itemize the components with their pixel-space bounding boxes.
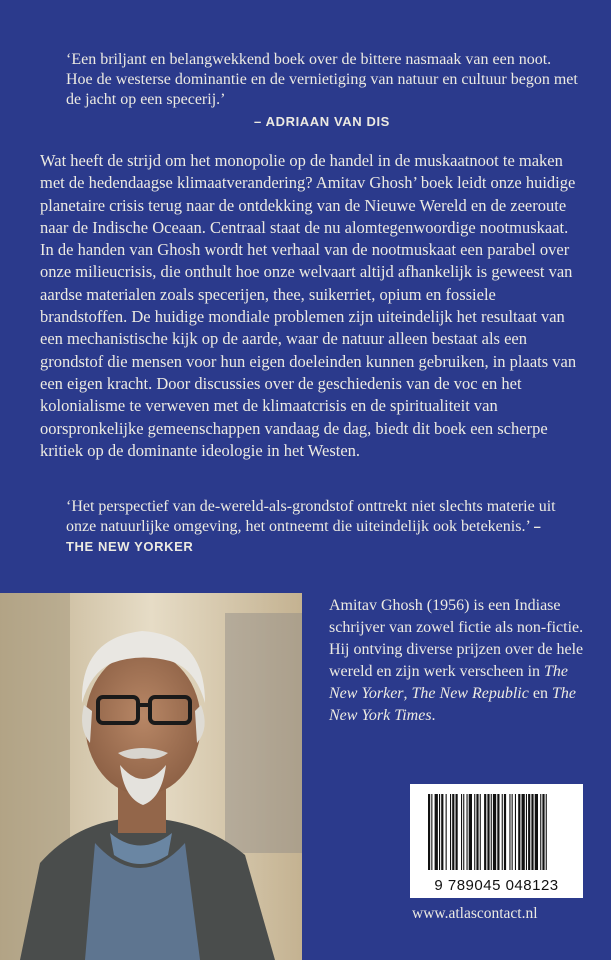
barcode-bar [518,794,520,870]
barcode-bar [522,794,525,870]
publication-new-yorker: The New Yorker [329,663,569,702]
top-quote-text: ‘Een briljant en belangwekkend boek over de bittere nasmaak van een noot. Hoe de westerse dominantie en de vernietiging van natuur en cultuur begon met de jacht op een specerij.’ [66,51,578,108]
author-portrait-illustration [0,593,302,960]
barcode-bar [441,794,443,870]
bottom-quote-text: ‘Het perspectief van de-wereld-als-grondstof onttrekt niet slechts materie uit onze natuurlijke omgeving, het ontneemt die uiteindelijk ook betekenis.’ [66,498,556,535]
barcode-bar [497,794,499,870]
barcode-bar [491,794,492,870]
barcode-bar [528,794,530,870]
bio-separator-1: , [403,685,412,702]
barcode-bar [515,794,516,870]
publisher-website: www.atlascontact.nl [412,905,538,922]
barcode-bar [456,794,458,870]
barcode-bar [484,794,486,870]
bio-end: . [431,707,436,724]
barcode-bar [428,794,430,870]
barcode-bar [535,794,538,870]
barcode-bar [531,794,533,870]
top-quote [66,50,578,132]
barcode-bar [431,794,432,870]
barcode-bar [467,794,468,870]
barcode-bar [469,794,472,870]
isbn-number: 9 789045 048123 [434,877,559,894]
bio-separator-2: en [528,685,552,702]
barcode-bars [410,784,583,874]
publication-new-york-times: The New York Times [329,685,576,724]
barcode-bar [542,794,544,870]
top-quote-attribution: – ADRIAAN VAN DIS [254,114,390,129]
barcode-bar [476,794,478,870]
barcode-bar [463,794,464,870]
barcode-bar [439,794,440,870]
barcode-bar [487,794,489,870]
barcode-bar [509,794,510,870]
publication-new-republic: The New Republic [411,685,529,702]
bottom-quote [66,497,566,557]
author-bio-text: Amitav Ghosh (1956) is een Indiase schrijver van zowel fictie als non-fictie. Hij ontving diverse prijzen over de hele wereld en zijn werk verscheen in [329,597,584,680]
barcode-bar [502,794,503,870]
barcode [410,784,583,898]
barcode-bar [540,794,541,870]
barcode-bar [461,794,462,870]
barcode-bar [452,794,454,870]
bottom-quote-attribution: – THE NEW YORKER [66,519,542,554]
author-bio [329,595,591,727]
barcode-bar [493,794,496,870]
barcode-bar [435,794,438,870]
barcode-bar [546,794,547,870]
barcode-bar [512,794,513,870]
barcode-bar [526,794,527,870]
barcode-bar [504,794,506,870]
barcode-bar [446,794,447,870]
author-photo [0,593,302,960]
barcode-bar [480,794,481,870]
barcode-bar [474,794,475,870]
barcode-bar [450,794,451,870]
book-blurb: Wat heeft de strijd om het monopolie op de handel in de muskaatnoot te maken met de hedendaagse klimaatverandering? Amitav Ghosh’ boek leidt onze huidige planetaire crisis terug naar de ontdekking van de Nieuwe Wereld en de zeeroute naar de Indische Oceaan. Centraal staat de nu alomtegenwoordige nootmuskaat. In de handen van Ghosh wordt het verhaal van de nootmuskaat een parabel over onze milieucrisis, die onthult hoe onze welvaart altijd afhankelijk is geweest van aardse materialen zoals specerijen, thee, suikerriet, opium en fossiele brandstoffen. De huidige mondiale problemen zijn uiteindelijk het resultaat van een mechanistische kijk op de aarde, waar de natuur alleen bestaat als een grondstof die mensen voor hun eigen doeleinden kunnen gebruiken, in plaats van een eigen kracht. Door discussies over de geschiedenis van de voc en het kolonialisme te verweven met de klimaatcrisis en de spiritualiteit van oorspronkelijke gemeenschappen vandaag de dag, biedt dit boek een scherpe kritiek op de dominante ideologie in het Westen. [40,151,577,460]
